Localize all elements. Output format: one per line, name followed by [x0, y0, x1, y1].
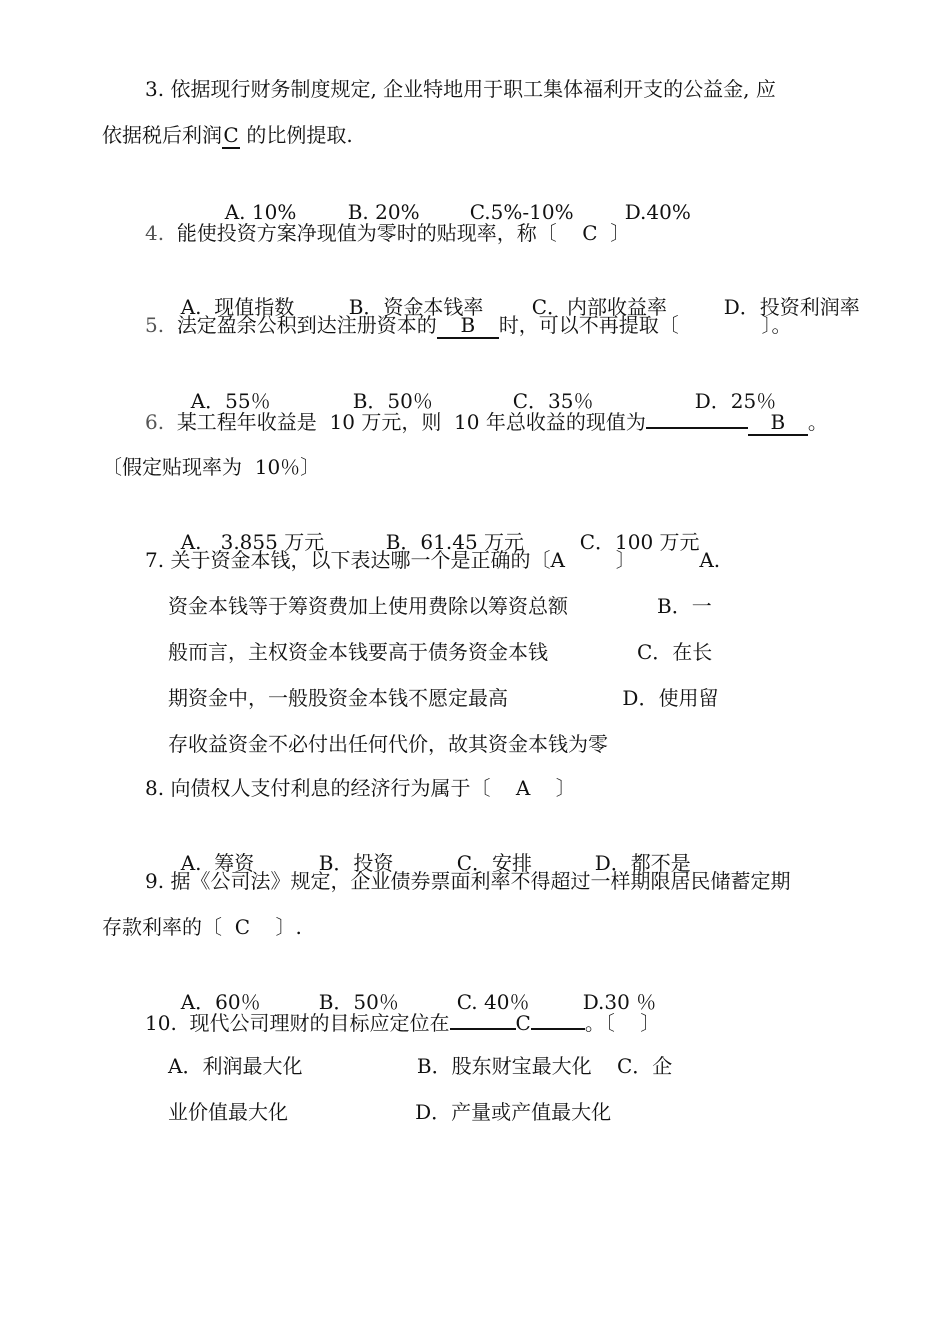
q6-number: 6.: [145, 410, 165, 434]
q8-option-a: A. 筹资: [180, 851, 255, 875]
q6-answer: B: [748, 410, 808, 436]
q6-line1: [145, 405, 828, 436]
q3-text: 依据现行财务制度规定, 企业特地用于职工集体福利开支的公益金, 应: [170, 77, 776, 101]
q9-line1: [145, 867, 790, 895]
q8-option-d: D．都不是: [594, 851, 691, 875]
q7-line1: [145, 546, 720, 574]
q4-option-c: C．内部收益率: [531, 295, 668, 319]
q4-option-b: B．资金本钱率: [348, 295, 484, 319]
q6-line2: 〔假定贴现率为 10％〕: [102, 455, 321, 479]
q5-text-post: 时，可以不再提取〔: [498, 313, 679, 337]
q4-close: 〕: [610, 221, 631, 245]
q7-line4: 期资金中，一般股资金本钱不愿定最高 D．使用留: [168, 686, 719, 710]
q6-option-c: C．100 万元: [579, 530, 700, 554]
q10-text-pre: 现代公司理财的目标应定位在: [189, 1011, 450, 1035]
q6-text-post: 。: [807, 410, 828, 434]
q10-text-post: 。〔 〕: [584, 1011, 661, 1035]
q6-option-b: B．61.45 万元: [385, 530, 525, 554]
q8-line: [145, 774, 576, 802]
q7-text: 关于资金本钱，以下表达哪一个是正确的〔A 〕 A.: [170, 548, 721, 572]
q3-option-c: C.5%-10%: [469, 200, 574, 224]
q3-number: 3.: [145, 77, 165, 101]
q3-option-b: B. 20%: [347, 200, 420, 224]
q5-line: [145, 311, 791, 339]
q3-answer: C: [223, 123, 239, 147]
q9-number: 9.: [145, 869, 165, 893]
q10-answer: C: [515, 1011, 531, 1035]
q8-option-b: B．投资: [318, 851, 394, 875]
q5-answer: B: [437, 313, 499, 339]
q4-text: 能使投资方案净现值为零时的贴现率，称〔: [176, 221, 557, 245]
q9-option-a: A．60％: [180, 990, 261, 1014]
q5-text-pre: 法定盈余公积到达注册资本的: [176, 313, 437, 337]
q10-options-line1: A．利润最大化 B．股东财宝最大化 C．企: [168, 1054, 673, 1078]
q4-option-d: D．投资利润率: [723, 295, 860, 319]
q9-text: 据《公司法》规定，企业债券票面利率不得超过一样期限居民储蓄定期: [170, 869, 791, 893]
q5-close: 〕。: [761, 313, 792, 337]
q3-line2: [102, 121, 353, 149]
q7-line5: 存收益资金不必付出任何代价，故其资金本钱为零: [168, 732, 608, 756]
q4-option-a: A. 现值指数: [180, 295, 295, 319]
q7-line2: 资金本钱等于筹资费加上使用费除以筹资总额 B．一: [168, 594, 712, 618]
q6-option-a: A. 3.855 万元: [180, 530, 325, 554]
q5-option-d: D．25％: [694, 389, 777, 413]
q5-option-b: B．50％: [352, 389, 433, 413]
q5-option-a: A．55％: [190, 389, 271, 413]
q10-options-line2: 业价值最大化 D．产量或产值最大化: [168, 1100, 612, 1124]
q9-line2: 存款利率的〔 C 〕.: [102, 915, 302, 939]
q8-number: 8.: [145, 776, 165, 800]
q5-option-c: C．35％: [512, 389, 594, 413]
q10-blank-left: [450, 1006, 516, 1030]
q7-number: 7.: [145, 548, 165, 572]
q9-option-d: D.30 ％: [582, 990, 657, 1014]
q7-line3: 般而言，主权资金本钱要高于债务资金本钱 C．在长: [168, 640, 713, 664]
q9-option-b: B．50％: [318, 990, 399, 1014]
q8-text: 向债权人支付利息的经济行为属于〔 A 〕: [170, 776, 576, 800]
q4-answer: C: [582, 221, 598, 245]
q10-blank-right: [531, 1006, 585, 1030]
q3-text-pre: 依据税后利润: [102, 123, 222, 147]
q8-option-c: C．安排: [456, 851, 533, 875]
q4-line: [145, 219, 630, 247]
q6-blank: [646, 405, 748, 429]
q9-option-c: C. 40％: [456, 990, 530, 1014]
q6-text-pre: 某工程年收益是 10 万元，则 10 年总收益的现值为: [176, 410, 646, 434]
q3-options: [212, 170, 691, 226]
q5-number: 5.: [145, 313, 165, 337]
q10-number: 10.: [145, 1011, 177, 1035]
q3-line1: [145, 75, 776, 103]
q4-number: 4.: [145, 221, 165, 245]
q3-option-a: A. 10%: [224, 200, 297, 224]
q3-option-d: D.40%: [624, 200, 691, 224]
q10-line: [145, 1006, 660, 1037]
q3-text-post: 的比例提取.: [246, 123, 353, 147]
